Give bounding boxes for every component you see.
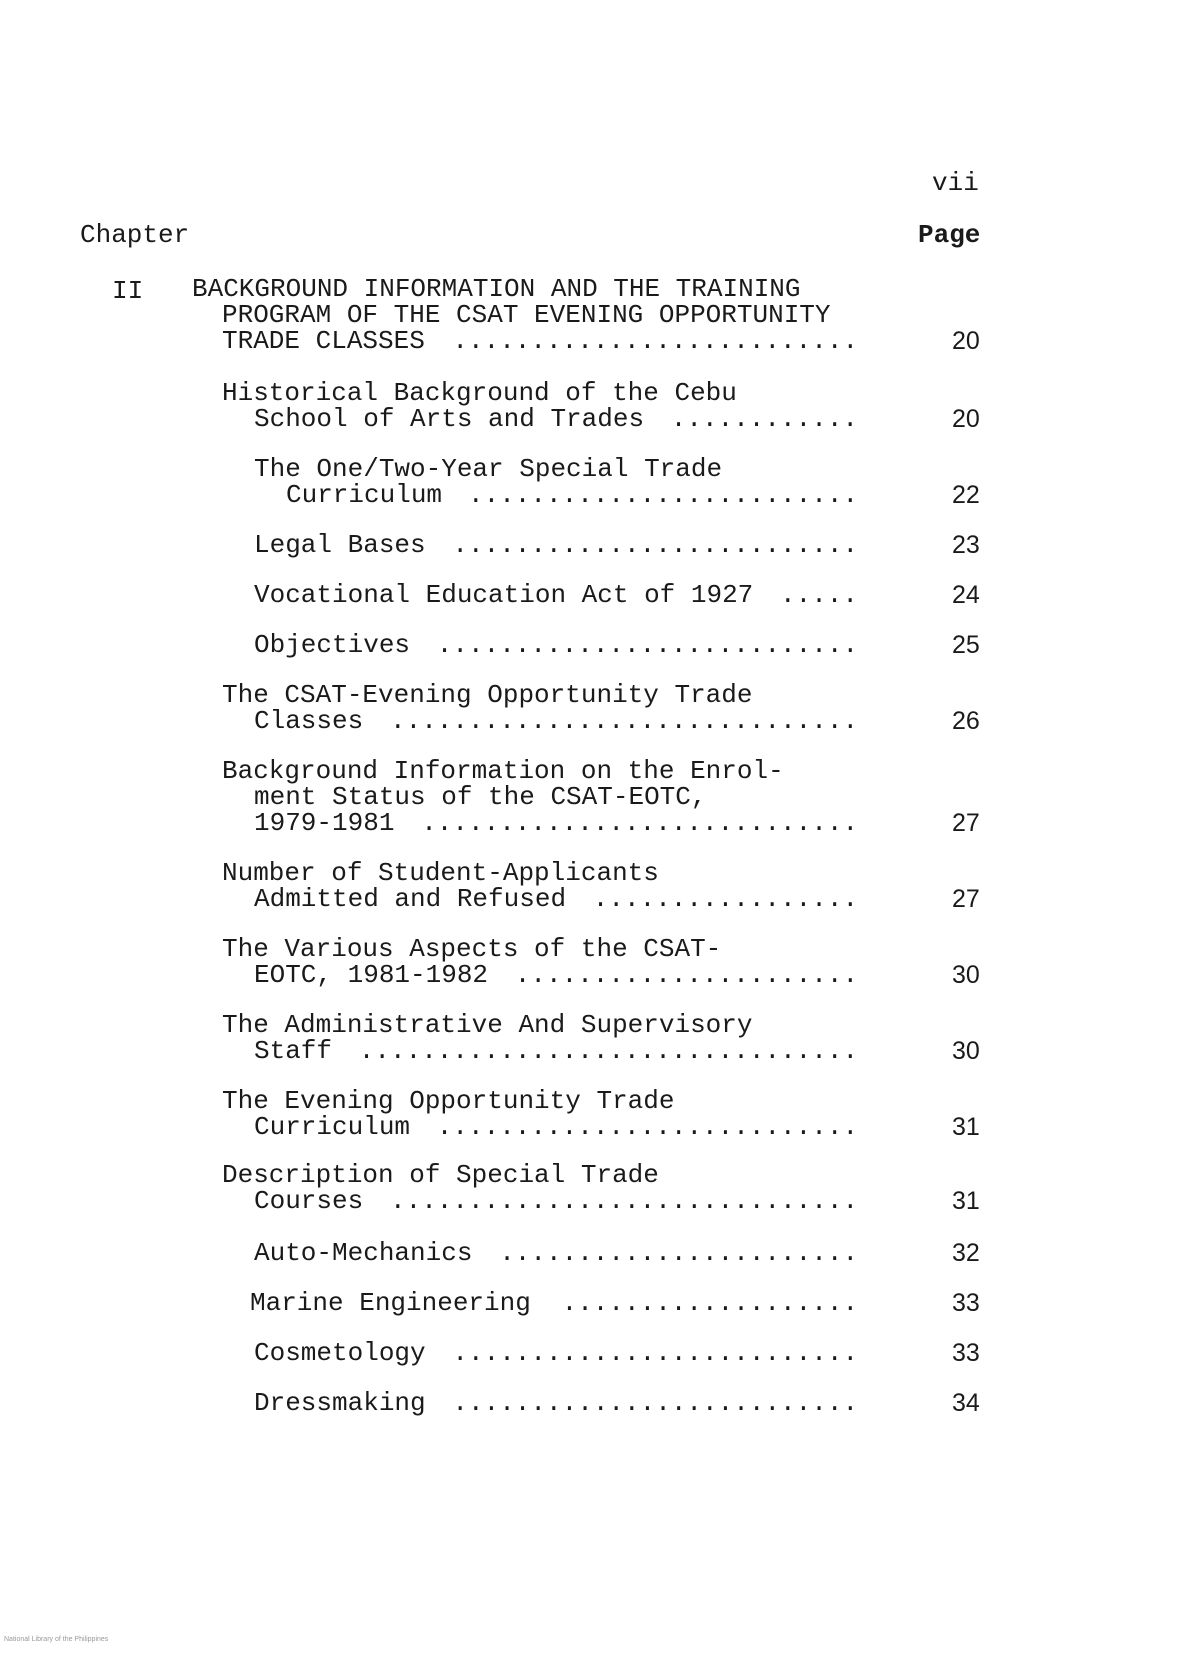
toc-entry-line: Number of Student-Applicants xyxy=(222,858,659,888)
chapter-number: II xyxy=(112,276,144,306)
toc-entry-page: 20 xyxy=(952,405,980,433)
dot-leader: ............................ xyxy=(421,808,859,838)
toc-entry-line: Background Information on the Enrol- xyxy=(222,756,784,786)
toc-entry-line: School of Arts and Trades xyxy=(254,404,645,434)
toc-entry-line: The Administrative And Supervisory xyxy=(222,1010,753,1040)
toc-entry-line: Courses xyxy=(254,1186,364,1216)
toc-entry-page: 27 xyxy=(952,809,980,837)
toc-entry-page: 22 xyxy=(952,481,980,509)
footer-stamp: National Library of the Philippines xyxy=(4,1636,109,1643)
toc-entry-line: Auto-Mechanics xyxy=(254,1238,473,1268)
dot-leader: ........................... xyxy=(436,630,859,660)
chapter-title-line: TRADE CLASSES xyxy=(222,326,425,356)
toc-entry-line: Cosmetology xyxy=(254,1338,426,1368)
toc-entry-line: Historical Background of the Cebu xyxy=(222,378,737,408)
toc-entry-page: 33 xyxy=(952,1289,980,1317)
dot-leader: ....................... xyxy=(499,1238,859,1268)
dot-leader: .......................... xyxy=(452,326,859,356)
dot-leader: .............................. xyxy=(390,1186,859,1216)
toc-entry-page: 31 xyxy=(952,1113,980,1141)
toc-entry-page: 30 xyxy=(952,961,980,989)
dot-leader: ........................... xyxy=(436,1112,859,1142)
dot-leader: ...................... xyxy=(514,960,859,990)
toc-entry-page: 30 xyxy=(952,1037,980,1065)
toc-entry-page: 24 xyxy=(952,581,980,609)
chapter-column-header: Chapter xyxy=(80,220,190,250)
toc-entry-page: 25 xyxy=(952,631,980,659)
toc-entry-page: 27 xyxy=(952,885,980,913)
toc-entry-page: 32 xyxy=(952,1239,980,1267)
chapter-title-line: PROGRAM OF THE CSAT EVENING OPPORTUNITY xyxy=(222,300,831,330)
chapter-page-number: 20 xyxy=(952,327,980,355)
dot-leader: .......................... xyxy=(452,1338,859,1368)
dot-leader: ..... xyxy=(780,580,859,610)
dot-leader: .......................... xyxy=(452,1388,859,1418)
toc-entry-line: Marine Engineering xyxy=(250,1288,531,1318)
toc-entry-line: Objectives xyxy=(254,630,411,660)
dot-leader: ................... xyxy=(561,1288,859,1318)
page-number: vii xyxy=(932,168,979,198)
dot-leader: ................. xyxy=(592,884,859,914)
toc-entry-page: 34 xyxy=(952,1389,980,1417)
toc-entry-page: 26 xyxy=(952,707,980,735)
toc-entry-line: ment Status of the CSAT-EOTC, xyxy=(254,782,707,812)
toc-entry-line: Dressmaking xyxy=(254,1388,426,1418)
toc-entry-line: Vocational Education Act of 1927 xyxy=(254,580,754,610)
dot-leader: ................................ xyxy=(358,1036,859,1066)
toc-entry-line: EOTC, 1981-1982 xyxy=(254,960,489,990)
toc-entry-page: 23 xyxy=(952,531,980,559)
toc-entry-line: Curriculum xyxy=(286,480,443,510)
page-column-header: Page xyxy=(918,220,981,250)
toc-entry-line: The Evening Opportunity Trade xyxy=(222,1086,675,1116)
toc-entry-line: Classes xyxy=(254,706,364,736)
toc-entry-line: Admitted and Refused xyxy=(254,884,567,914)
chapter-title-line: BACKGROUND INFORMATION AND THE TRAINING xyxy=(192,274,801,304)
toc-entry-line: 1979-1981 xyxy=(254,808,395,838)
dot-leader: ......................... xyxy=(468,480,859,510)
toc-entry-line: Curriculum xyxy=(254,1112,411,1142)
dot-leader: ............ xyxy=(670,404,859,434)
toc-entry-line: The One/Two-Year Special Trade xyxy=(254,454,723,484)
toc-entry-line: Description of Special Trade xyxy=(222,1160,659,1190)
toc-entry-page: 31 xyxy=(952,1187,980,1215)
toc-entry-line: Legal Bases xyxy=(254,530,426,560)
toc-entry-line: The CSAT-Evening Opportunity Trade xyxy=(222,680,753,710)
dot-leader: .......................... xyxy=(452,530,859,560)
toc-entry-line: The Various Aspects of the CSAT- xyxy=(222,934,722,964)
dot-leader: .............................. xyxy=(390,706,859,736)
toc-entry-page: 33 xyxy=(952,1339,980,1367)
toc-entry-line: Staff xyxy=(254,1036,333,1066)
